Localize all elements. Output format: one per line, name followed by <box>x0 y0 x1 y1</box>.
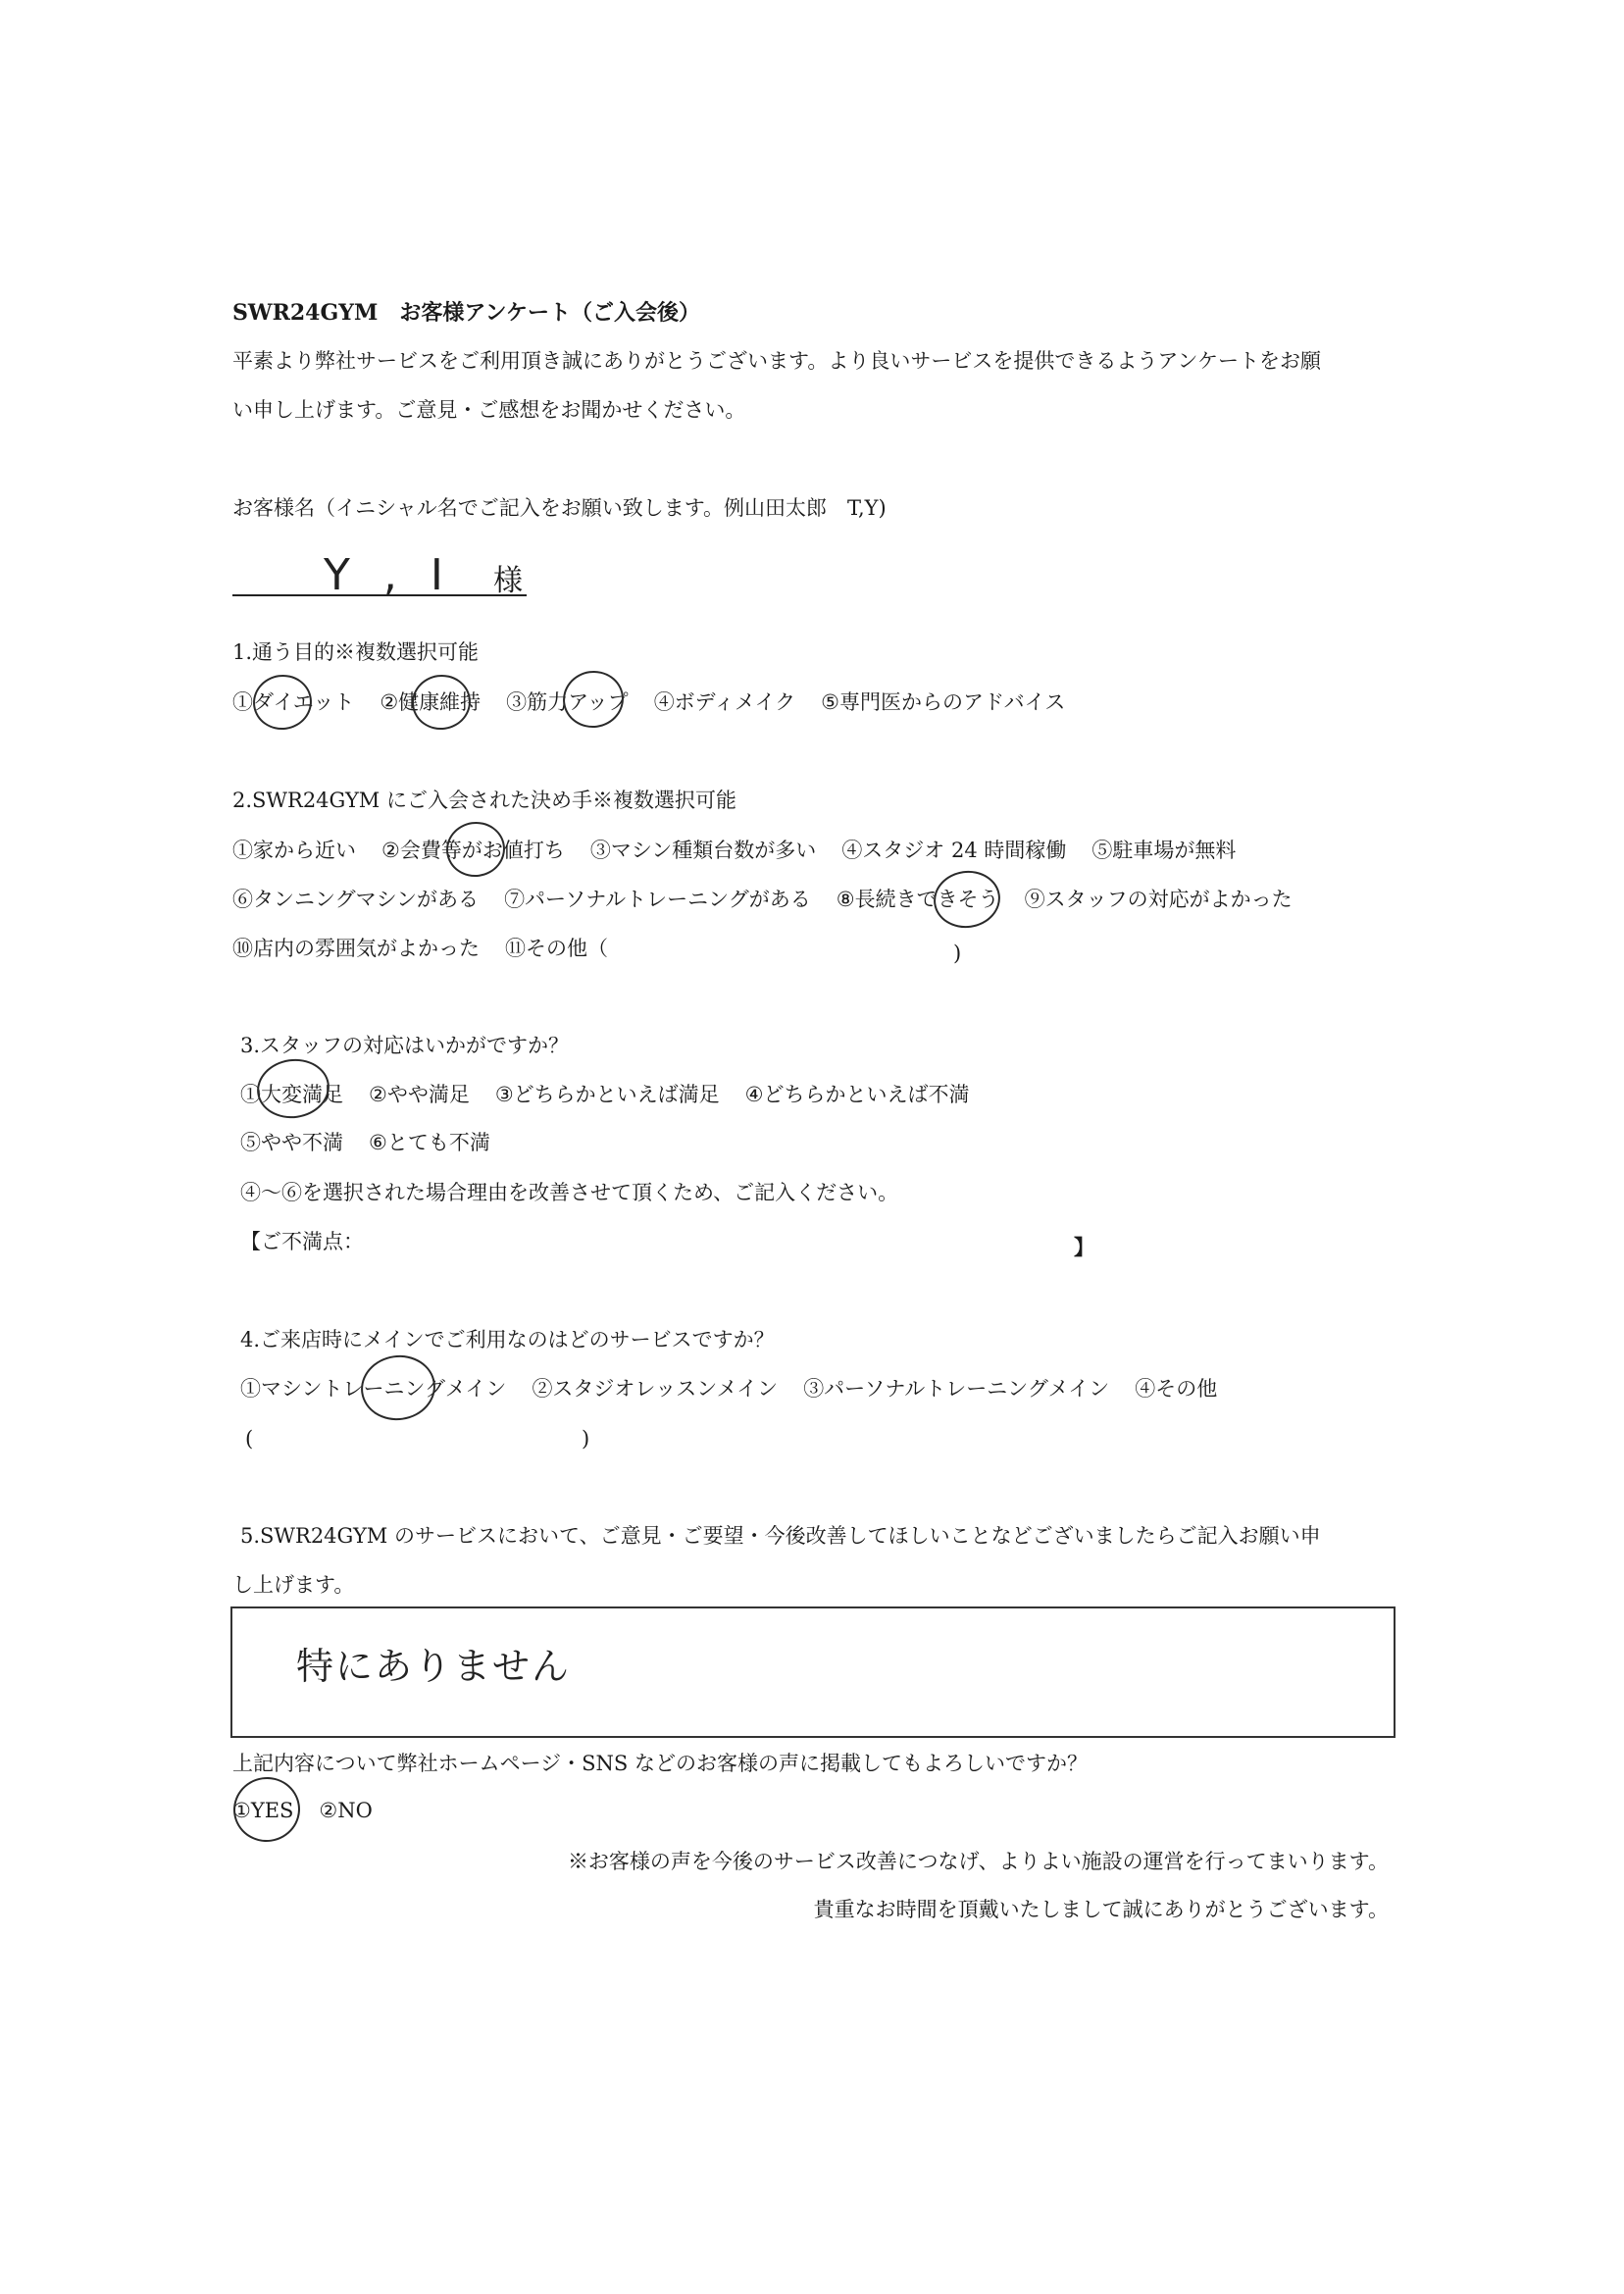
honorific-suffix: 様 <box>493 564 523 598</box>
q1-selection-mark-3 <box>559 667 627 732</box>
name-underline <box>232 594 527 596</box>
brand-name: SWR24GYM <box>232 300 379 326</box>
q2-option-6[interactable]: ⑥タンニングマシンがある <box>232 888 480 911</box>
q4-other-close-paren: ) <box>582 1427 590 1451</box>
consent-question: 上記内容について弊社ホームページ・SNS などのお客様の声に掲載してもよろしいですか？ <box>232 1752 1088 1775</box>
q1-option-4[interactable]: ④ボディメイク <box>653 690 796 714</box>
q3-reason-note: ④～⑥を選択された場合理由を改善させて頂くため、ご記入ください。 <box>240 1181 899 1204</box>
q3-complaint-close-bracket: 】 <box>1074 1235 1094 1259</box>
q4-selection-mark <box>357 1351 439 1425</box>
q2-option-3[interactable]: ③マシン種類台数が多い <box>589 839 817 862</box>
q4-option-2[interactable]: ②スタジオレッスンメイン <box>532 1377 779 1401</box>
q3-options-row-2 <box>240 1133 490 1153</box>
q2-option-9[interactable]: ⑨スタッフの対応がよかった <box>1024 888 1293 911</box>
q1-option-2[interactable]: ②健康維持 <box>380 690 482 714</box>
intro-line-1: 平素より弊社サービスをご利用頂き誠にありがとうございます。より良いサービスを提供できるようアンケートをお願 <box>232 349 1322 373</box>
q3-option-4[interactable]: ④どちらかといえば不満 <box>744 1083 970 1106</box>
footer-note-2: 貴重なお時間を頂戴いたしまして誠にありがとうございます。 <box>813 1898 1389 1921</box>
q2-option-10[interactable]: ⑩店内の雰囲気がよかった <box>232 937 480 960</box>
q2-option-4[interactable]: ④スタジオ 24 時間稼働 <box>841 839 1067 862</box>
q2-option-2[interactable]: ②会費等がお値打ち <box>381 839 565 862</box>
q2-option-1[interactable]: ①家から近い <box>232 839 356 862</box>
consent-option-no[interactable]: ②NO <box>319 1799 373 1822</box>
q3-options-row-1 <box>240 1085 994 1105</box>
survey-title <box>232 302 700 324</box>
q2-options-row-1 <box>232 841 1261 861</box>
q3-option-5[interactable]: ⑤やや不満 <box>240 1131 343 1154</box>
q4-other-open-paren: ( <box>245 1427 254 1451</box>
q1-heading: 1.通う目的※複数選択可能 <box>232 640 480 664</box>
q4-option-4[interactable]: ④その他 <box>1135 1377 1218 1401</box>
q1-option-3[interactable]: ③筋力アップ <box>506 690 629 714</box>
name-handwritten: Y , I <box>324 550 453 600</box>
consent-option-yes[interactable]: ①YES <box>232 1799 294 1822</box>
q2-selection-mark-2 <box>930 867 1003 933</box>
q1-selection-mark-1 <box>249 671 315 734</box>
q4-option-3[interactable]: ③パーソナルトレーニングメイン <box>803 1377 1110 1401</box>
q1-option-5[interactable]: ⑤専門医からのアドバイス <box>821 690 1066 714</box>
q1-options <box>232 692 1091 713</box>
q5-heading-line-2: し上げます。 <box>232 1573 355 1597</box>
consent-selection-mark <box>229 1773 305 1847</box>
q2-heading: 2.SWR24GYM にご入会された決め手※複数選択可能 <box>232 789 736 812</box>
q5-handwritten-answer: 特にありません <box>296 1645 572 1688</box>
q3-selection-mark <box>253 1054 333 1123</box>
form-title: お客様アンケート（ご入会後） <box>399 300 701 326</box>
q3-option-2[interactable]: ②やや満足 <box>369 1083 470 1106</box>
q4-heading: 4.ご来店時にメインでご利用なのはどのサービスですか？ <box>240 1328 775 1351</box>
q4-option-1[interactable]: ①マシントレーニングメイン <box>240 1377 507 1401</box>
q3-heading: 3.スタッフの対応はいかがですか？ <box>240 1034 570 1057</box>
q2-option-7[interactable]: ⑦パーソナルトレーニングがある <box>504 888 811 911</box>
name-prompt: お客様名（イニシャル名でご記入をお願い致します。例山田太郎 T,Y) <box>232 496 887 520</box>
q3-option-6[interactable]: ⑥とても不満 <box>369 1131 490 1154</box>
q2-other-close-paren: ) <box>953 942 962 965</box>
q2-option-11[interactable]: ⑪その他（ <box>505 937 608 960</box>
q3-option-1[interactable]: ①大変満足 <box>240 1083 343 1106</box>
q2-options-row-2 <box>232 890 1318 910</box>
q2-options-row-3 <box>232 939 608 959</box>
q1-option-1[interactable]: ①ダイエット <box>232 690 355 714</box>
q3-complaint-label: 【ご不満点： <box>240 1230 364 1253</box>
q2-selection-mark-1 <box>442 818 508 881</box>
q5-answer-box[interactable] <box>230 1606 1396 1738</box>
q2-option-8[interactable]: ⑧長続きできそう <box>836 888 999 911</box>
q2-option-5[interactable]: ⑤駐車場が無料 <box>1091 839 1237 862</box>
q3-option-3[interactable]: ③どちらかといえば満足 <box>494 1083 720 1106</box>
q5-heading-line-1: 5.SWR24GYM のサービスにおいて、ご意見・ご要望・今後改善してほしいことなどございましたらご記入お願い申 <box>240 1524 1321 1548</box>
q1-selection-mark-2 <box>408 671 474 734</box>
intro-line-2: い申し上げます。ご意見・ご感想をお聞かせください。 <box>232 398 746 422</box>
footer-note-1: ※お客様の声を今後のサービス改善につなげ、よりよい施設の運営を行ってまいります。 <box>567 1850 1389 1873</box>
